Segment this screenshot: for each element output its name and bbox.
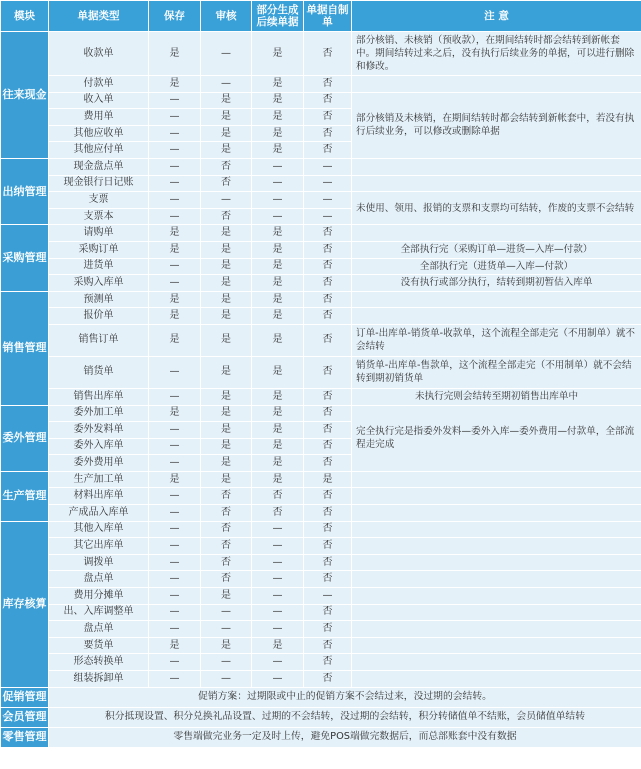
note-cell xyxy=(352,621,641,638)
note-cell xyxy=(352,671,641,688)
cell-save: — xyxy=(149,388,201,405)
note-cell xyxy=(352,521,641,538)
cell-audit: 否 xyxy=(201,175,252,192)
cell-save: — xyxy=(149,125,201,142)
cell-save: — xyxy=(149,588,201,605)
cell-self: 否 xyxy=(304,308,352,325)
table-row xyxy=(1,32,641,76)
header-save: 保存 xyxy=(149,1,201,32)
cell-gen: 是 xyxy=(252,92,304,109)
cell-audit: 是 xyxy=(201,438,252,455)
note-cell xyxy=(352,471,641,488)
cell-audit: 否 xyxy=(201,158,252,175)
table-row xyxy=(1,92,641,109)
cell-self: 否 xyxy=(304,356,352,388)
cell-audit: 否 xyxy=(201,488,252,505)
table-row xyxy=(1,588,641,605)
cell-audit: 是 xyxy=(201,422,252,439)
cell-self: 否 xyxy=(304,258,352,275)
doc-name: 销售出库单 xyxy=(49,388,149,405)
doc-name: 生产加工单 xyxy=(49,471,149,488)
doc-name: 产成品入库单 xyxy=(49,505,149,522)
note-cell xyxy=(352,571,641,588)
cell-gen: — xyxy=(252,192,304,209)
table-row xyxy=(1,538,641,555)
doc-name: 委外入库单 xyxy=(49,438,149,455)
module-purchase: 采购管理 xyxy=(1,225,49,291)
doc-name: 材料出库单 xyxy=(49,488,149,505)
cell-save: — xyxy=(149,142,201,159)
cell-audit: 是 xyxy=(201,92,252,109)
cell-gen: 是 xyxy=(252,308,304,325)
table-row xyxy=(1,488,641,505)
doc-name: 其他应付单 xyxy=(49,142,149,159)
note-cell xyxy=(352,308,641,325)
doc-name: 其他应收单 xyxy=(49,125,149,142)
table-row xyxy=(1,291,641,308)
table-row xyxy=(1,275,641,292)
cell-self: 否 xyxy=(304,604,352,621)
note-cell xyxy=(352,175,641,192)
cell-audit: 是 xyxy=(201,308,252,325)
cell-self: — xyxy=(304,158,352,175)
cell-save: — xyxy=(149,356,201,388)
cell-audit: 否 xyxy=(201,505,252,522)
cell-self: 是 xyxy=(304,471,352,488)
cell-audit: 是 xyxy=(201,109,252,126)
promo-note: 促销方案：过期限或中止的促销方案不会结过来，没过期的会结转。 xyxy=(49,687,641,707)
member-note: 积分抵现设置、积分兑换礼品设置、过期的不会结转，没过期的会结转，积分转储值单不结账，会员储值单结转 xyxy=(49,707,641,727)
cell-gen: 否 xyxy=(252,488,304,505)
cell-self: 否 xyxy=(304,92,352,109)
cell-gen: — xyxy=(252,604,304,621)
cell-audit: — xyxy=(201,32,252,76)
header-doc-self-made: 单据自制单 xyxy=(304,1,352,32)
cell-gen: — xyxy=(252,588,304,605)
cell-gen: 是 xyxy=(252,438,304,455)
cell-audit: 是 xyxy=(201,388,252,405)
module-outsourcing: 委外管理 xyxy=(1,405,49,471)
cell-audit: — xyxy=(201,671,252,688)
note-cell xyxy=(352,654,641,671)
cell-save: — xyxy=(149,175,201,192)
doc-name: 委外加工单 xyxy=(49,405,149,422)
module-cashier: 出纳管理 xyxy=(1,158,49,224)
table-row xyxy=(1,621,641,638)
cell-self: 否 xyxy=(304,225,352,242)
cell-audit: 是 xyxy=(201,275,252,292)
note-cell: 部分核销、未核销（预收款），在期间结转时都会结转到新帐套中。期间结转过来之后，没有执行后续业务的单据，可以进行删除和修改。 xyxy=(352,32,641,76)
doc-name: 销货单 xyxy=(49,356,149,388)
cell-gen: 是 xyxy=(252,388,304,405)
note-cell: 完全执行完是指委外发料—委外入库—委外费用—付款单，全部流程走完成 xyxy=(352,405,641,471)
cell-audit: 是 xyxy=(201,455,252,472)
table-row xyxy=(1,707,641,727)
cell-audit: 否 xyxy=(201,571,252,588)
cell-gen: 是 xyxy=(252,455,304,472)
table-row xyxy=(1,604,641,621)
cell-save: 是 xyxy=(149,225,201,242)
cell-save: 是 xyxy=(149,76,201,93)
table-row xyxy=(1,76,641,93)
cell-self: 否 xyxy=(304,505,352,522)
table-row xyxy=(1,158,641,175)
doc-name: 付款单 xyxy=(49,76,149,93)
table-row xyxy=(1,388,641,405)
cell-self: — xyxy=(304,208,352,225)
cell-save: — xyxy=(149,654,201,671)
cell-gen: 是 xyxy=(252,258,304,275)
cell-save: 是 xyxy=(149,405,201,422)
cell-self: 否 xyxy=(304,621,352,638)
cell-audit: 是 xyxy=(201,405,252,422)
doc-name: 收入单 xyxy=(49,92,149,109)
cell-self: 否 xyxy=(304,671,352,688)
module-production: 生产管理 xyxy=(1,471,49,521)
doc-name: 预测单 xyxy=(49,291,149,308)
cell-save: — xyxy=(149,208,201,225)
note-cell xyxy=(352,76,641,93)
doc-name: 盘点单 xyxy=(49,571,149,588)
cell-audit: 是 xyxy=(201,125,252,142)
doc-name: 其他入库单 xyxy=(49,521,149,538)
table-row xyxy=(1,727,641,747)
cell-audit: 否 xyxy=(201,554,252,571)
cell-gen: 是 xyxy=(252,241,304,258)
doc-name: 采购入库单 xyxy=(49,275,149,292)
cell-gen: 是 xyxy=(252,76,304,93)
cell-audit: — xyxy=(201,192,252,209)
cell-audit: 否 xyxy=(201,538,252,555)
cell-gen: — xyxy=(252,671,304,688)
cell-self: 否 xyxy=(304,109,352,126)
cell-self: 否 xyxy=(304,275,352,292)
note-cell: 没有执行或部分执行，结转到期初暂估入库单 xyxy=(352,275,641,292)
doc-name: 其它出库单 xyxy=(49,538,149,555)
doc-name: 请购单 xyxy=(49,225,149,242)
cell-gen: — xyxy=(252,554,304,571)
note-cell xyxy=(352,604,641,621)
table-row xyxy=(1,192,641,209)
cell-self: 否 xyxy=(304,388,352,405)
table-row xyxy=(1,671,641,688)
cell-self: — xyxy=(304,192,352,209)
header-note: 注 意 xyxy=(352,1,641,32)
note-cell: 部分核销及未核销，在期间结转时都会结转到新帐套中，若没有执行后续业务，可以修改或删除单据 xyxy=(352,92,641,158)
table-row xyxy=(1,505,641,522)
cell-audit: 否 xyxy=(201,208,252,225)
cell-save: — xyxy=(149,92,201,109)
cell-save: 是 xyxy=(149,241,201,258)
cell-gen: 是 xyxy=(252,109,304,126)
cell-save: — xyxy=(149,438,201,455)
doc-name: 采购订单 xyxy=(49,241,149,258)
table-row xyxy=(1,175,641,192)
cell-save: 是 xyxy=(149,291,201,308)
cell-audit: 是 xyxy=(201,588,252,605)
cell-self: 否 xyxy=(304,324,352,356)
note-cell xyxy=(352,588,641,605)
module-promotion: 促销管理 xyxy=(1,687,49,707)
header-generate-followup: 部分生成后续单据 xyxy=(252,1,304,32)
cell-self: 否 xyxy=(304,455,352,472)
cell-audit: 是 xyxy=(201,225,252,242)
header-row xyxy=(1,1,641,32)
cell-self: 否 xyxy=(304,438,352,455)
cell-save: 是 xyxy=(149,308,201,325)
table-row xyxy=(1,324,641,356)
doc-name: 组装拆卸单 xyxy=(49,671,149,688)
cell-gen: 是 xyxy=(252,125,304,142)
note-cell xyxy=(352,505,641,522)
doc-name: 费用分摊单 xyxy=(49,588,149,605)
cell-gen: — xyxy=(252,208,304,225)
table-row xyxy=(1,687,641,707)
cell-self: 否 xyxy=(304,125,352,142)
cell-self: 否 xyxy=(304,571,352,588)
cell-gen: 否 xyxy=(252,505,304,522)
note-cell xyxy=(352,554,641,571)
cell-self: 否 xyxy=(304,32,352,76)
note-cell xyxy=(352,538,641,555)
doc-name: 要货单 xyxy=(49,637,149,654)
module-sales: 销售管理 xyxy=(1,291,49,405)
cell-save: — xyxy=(149,505,201,522)
cell-save: 是 xyxy=(149,471,201,488)
cell-save: — xyxy=(149,455,201,472)
cell-gen: — xyxy=(252,654,304,671)
table-row xyxy=(1,405,641,422)
cell-gen: 是 xyxy=(252,32,304,76)
cell-self: 否 xyxy=(304,405,352,422)
doc-name: 委外费用单 xyxy=(49,455,149,472)
cell-save: — xyxy=(149,571,201,588)
cell-gen: — xyxy=(252,521,304,538)
doc-name: 委外发料单 xyxy=(49,422,149,439)
cell-self: 否 xyxy=(304,142,352,159)
cell-gen: 是 xyxy=(252,356,304,388)
cell-save: — xyxy=(149,538,201,555)
cell-gen: — xyxy=(252,175,304,192)
cell-self: 否 xyxy=(304,291,352,308)
retail-note: 零售端做完业务一定及时上传，避免POS端做完数据后，而总部账套中没有数据 xyxy=(49,727,641,747)
cell-self: 否 xyxy=(304,241,352,258)
cell-save: — xyxy=(149,604,201,621)
cell-save: — xyxy=(149,488,201,505)
note-cell xyxy=(352,637,641,654)
note-cell xyxy=(352,158,641,175)
cell-save: — xyxy=(149,521,201,538)
doc-name: 出、入库调整单 xyxy=(49,604,149,621)
cell-audit: — xyxy=(201,654,252,671)
table-row xyxy=(1,521,641,538)
table-row xyxy=(1,241,641,258)
cell-gen: 是 xyxy=(252,471,304,488)
cell-self: 否 xyxy=(304,76,352,93)
cell-save: — xyxy=(149,671,201,688)
cell-gen: 是 xyxy=(252,275,304,292)
table-row xyxy=(1,471,641,488)
cell-gen: — xyxy=(252,621,304,638)
doc-name: 盘点单 xyxy=(49,621,149,638)
cell-save: — xyxy=(149,422,201,439)
cell-audit: 是 xyxy=(201,637,252,654)
cell-self: 否 xyxy=(304,488,352,505)
cell-self: 否 xyxy=(304,554,352,571)
header-audit: 审核 xyxy=(201,1,252,32)
cell-audit: 是 xyxy=(201,258,252,275)
cell-self: 否 xyxy=(304,637,352,654)
cell-save: — xyxy=(149,621,201,638)
cell-gen: 是 xyxy=(252,422,304,439)
cell-self: 否 xyxy=(304,422,352,439)
cell-audit: 否 xyxy=(201,521,252,538)
cell-self: 否 xyxy=(304,538,352,555)
note-cell: 未执行完则会结转至期初销售出库单中 xyxy=(352,388,641,405)
cell-gen: — xyxy=(252,571,304,588)
note-cell xyxy=(352,291,641,308)
table-row xyxy=(1,554,641,571)
module-retail: 零售管理 xyxy=(1,727,49,747)
cell-audit: — xyxy=(201,604,252,621)
note-cell: 未使用、领用、报销的支票和支票均可结转，作废的支票不会结转 xyxy=(352,192,641,225)
doc-name: 调拨单 xyxy=(49,554,149,571)
cell-save: 是 xyxy=(149,32,201,76)
note-cell: 销货单-出库单-售款单，这个流程全部走完（不用制单）就不会结转到期初销货单 xyxy=(352,356,641,388)
cell-self: 否 xyxy=(304,521,352,538)
cell-audit: 是 xyxy=(201,142,252,159)
cell-gen: 是 xyxy=(252,291,304,308)
cell-gen: 是 xyxy=(252,324,304,356)
cell-save: 是 xyxy=(149,324,201,356)
cell-save: 是 xyxy=(149,637,201,654)
doc-name: 费用单 xyxy=(49,109,149,126)
doc-name: 销售订单 xyxy=(49,324,149,356)
cell-audit: 是 xyxy=(201,241,252,258)
cell-gen: 是 xyxy=(252,142,304,159)
cell-gen: — xyxy=(252,538,304,555)
table-row xyxy=(1,258,641,275)
cell-self: — xyxy=(304,588,352,605)
cell-audit: — xyxy=(201,76,252,93)
module-inventory: 库存核算 xyxy=(1,521,49,687)
table-row xyxy=(1,571,641,588)
cell-gen: 是 xyxy=(252,405,304,422)
cell-gen: — xyxy=(252,158,304,175)
cell-gen: 是 xyxy=(252,225,304,242)
doc-name: 现金银行日记账 xyxy=(49,175,149,192)
table-row xyxy=(1,225,641,242)
doc-name: 进货单 xyxy=(49,258,149,275)
doc-name: 形态转换单 xyxy=(49,654,149,671)
cell-audit: — xyxy=(201,621,252,638)
note-cell xyxy=(352,225,641,242)
cell-audit: 是 xyxy=(201,356,252,388)
cell-audit: 是 xyxy=(201,291,252,308)
module-cash: 往来现金 xyxy=(1,32,49,159)
doc-name: 报价单 xyxy=(49,308,149,325)
doc-name: 现金盘点单 xyxy=(49,158,149,175)
note-cell xyxy=(352,488,641,505)
cell-self: 否 xyxy=(304,654,352,671)
cell-save: — xyxy=(149,275,201,292)
header-module: 模块 xyxy=(1,1,49,32)
cell-save: — xyxy=(149,554,201,571)
cell-save: — xyxy=(149,258,201,275)
cell-save: — xyxy=(149,109,201,126)
cell-save: — xyxy=(149,158,201,175)
table-row xyxy=(1,654,641,671)
doc-name: 支票本 xyxy=(49,208,149,225)
cell-gen: 是 xyxy=(252,637,304,654)
table-row xyxy=(1,308,641,325)
table-row xyxy=(1,637,641,654)
note-cell: 订单-出库单-销货单-收款单，这个流程全部走完（不用制单）就不会结转 xyxy=(352,324,641,356)
cell-save: — xyxy=(149,192,201,209)
header-doc-type: 单据类型 xyxy=(49,1,149,32)
doc-name: 收款单 xyxy=(49,32,149,76)
table-row xyxy=(1,356,641,388)
note-cell: 全部执行完（进货单—入库—付款） xyxy=(352,258,641,275)
note-cell: 全部执行完（采购订单—进货—入库—付款） xyxy=(352,241,641,258)
doc-name: 支票 xyxy=(49,192,149,209)
cell-audit: 是 xyxy=(201,471,252,488)
cell-audit: 是 xyxy=(201,324,252,356)
cell-self: — xyxy=(304,175,352,192)
module-member: 会员管理 xyxy=(1,707,49,727)
